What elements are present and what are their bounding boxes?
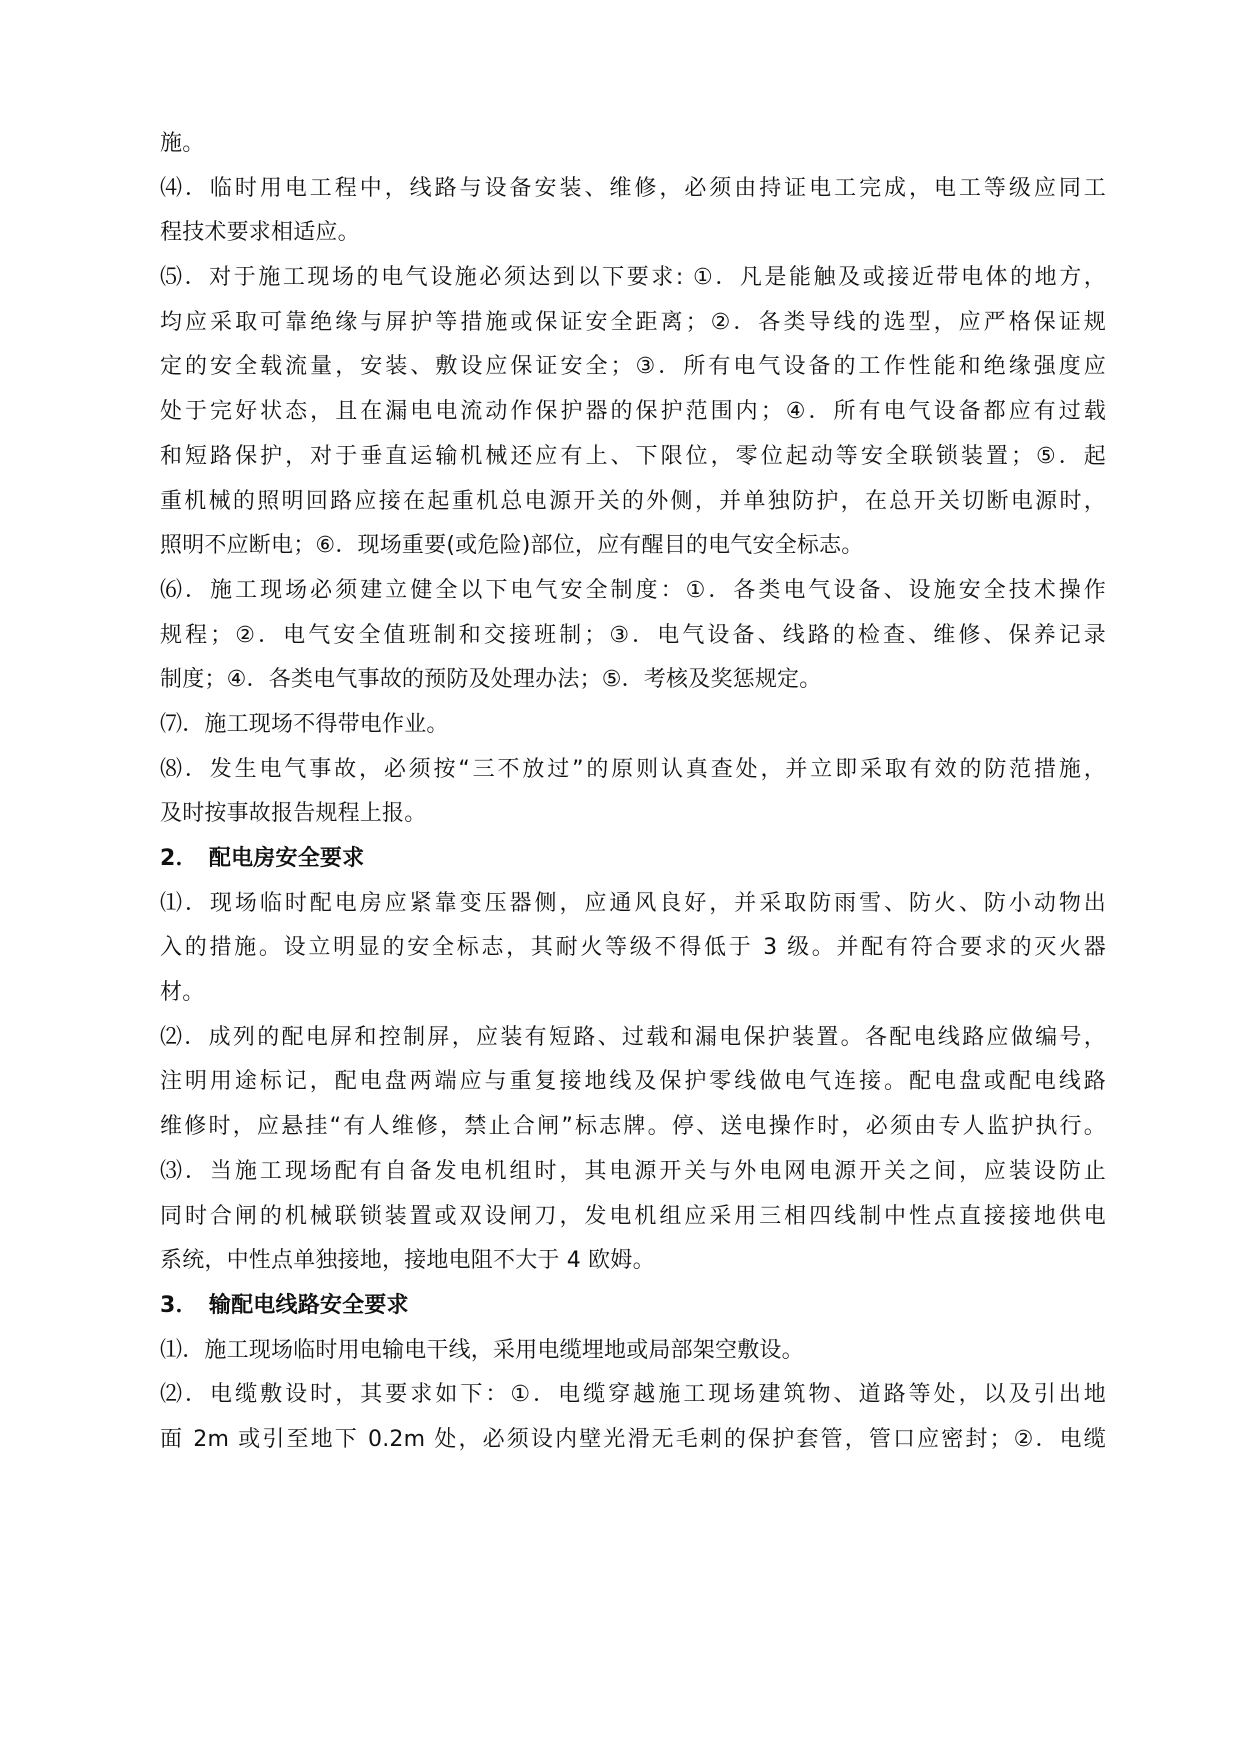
text-line: 施。 <box>160 131 205 156</box>
text-line: 维修时，应悬挂“有人维修，禁止合闸”标志牌。停、送电操作时，必须由专人监护执行。 <box>160 1114 1106 1140</box>
section-heading: 2． 配电房安全要求 <box>160 846 365 871</box>
text-line: ⑻．发生电气事故，必须按“三不放过”的原则认真查处，并立即采取有效的防范措施， <box>160 756 1106 782</box>
text-line: ⑺．施工现场不得带电作业。 <box>160 711 449 737</box>
text-line: 重机械的照明回路应接在起重机总电源开关的外侧，并单独防护，在总开关切断电源时， <box>160 488 1106 514</box>
section-heading: 3． 输配电线路安全要求 <box>160 1292 409 1318</box>
text-line: 照明不应断电；⑥．现场重要(或危险)部位，应有醒目的电气安全标志。 <box>160 533 864 559</box>
text-line: 系统，中性点单独接地，接地电阻不大于 4 欧姆。 <box>160 1248 655 1274</box>
text-line: 制度；④．各类电气事故的预防及处理办法；⑤．考核及奖惩规定。 <box>160 667 822 693</box>
text-line: ⑴．现场临时配电房应紧靠变压器侧，应通风良好，并采取防雨雪、防火、防小动物出 <box>160 890 1106 916</box>
text-line: 均应采取可靠绝缘与屏护等措施或保证安全距离；②．各类导线的选型，应严格保证规 <box>160 309 1106 335</box>
text-line: 材。 <box>160 980 205 1006</box>
text-line: 规程；②．电气安全值班制和交接班制；③．电气设备、线路的检查、维修、保养记录 <box>160 622 1106 648</box>
text-line: ⑷．临时用电工程中，线路与设备安装、维修，必须由持证电工完成，电工等级应同工 <box>160 175 1106 201</box>
document-page <box>160 122 1106 1463</box>
text-line: 和短路保护，对于垂直运输机械还应有上、下限位，零位起动等安全联锁装置；⑤．起 <box>160 443 1106 469</box>
text-line: ⑵．成列的配电屏和控制屏，应装有短路、过载和漏电保护装置。各配电线路应做编号， <box>160 1024 1106 1050</box>
text-line: 定的安全载流量，安装、敷设应保证安全；③．所有电气设备的工作性能和绝缘强度应 <box>160 354 1106 380</box>
text-line: 入的措施。设立明显的安全标志，其耐火等级不得低于 3 级。并配有符合要求的灭火器 <box>160 935 1106 961</box>
text-line: 面 2m 或引至地下 0.2m 处，必须设内壁光滑无毛刺的保护套管，管口应密封；②．电缆 <box>160 1426 1106 1452</box>
text-line: 注明用途标记，配电盘两端应与重复接地线及保护零线做电气连接。配电盘或配电线路 <box>160 1069 1106 1095</box>
text-line: ⑴．施工现场临时用电输电干线，采用电缆埋地或局部架空敷设。 <box>160 1337 804 1363</box>
text-line: 程技术要求相适应。 <box>160 220 360 246</box>
text-line: ⑹．施工现场必须建立健全以下电气安全制度：①．各类电气设备、设施安全技术操作 <box>160 577 1106 603</box>
text-line: ⑶．当施工现场配有自备发电机组时，其电源开关与外电网电源开关之间，应装设防止 <box>160 1158 1106 1184</box>
text-line: ⑵．电缆敷设时，其要求如下：①．电缆穿越施工现场建筑物、道路等处，以及引出地 <box>160 1382 1106 1408</box>
text-line: 处于完好状态，且在漏电电流动作保护器的保护范围内；④．所有电气设备都应有过载 <box>160 399 1106 425</box>
text-line: ⑸．对于施工现场的电气设施必须达到以下要求: ①．凡是能触及或接近带电体的地方， <box>160 265 1106 291</box>
text-line: 同时合闸的机械联锁装置或双设闸刀，发电机组应采用三相四线制中性点直接接地供电 <box>160 1203 1106 1229</box>
text-line: 及时按事故报告规程上报。 <box>160 801 427 827</box>
